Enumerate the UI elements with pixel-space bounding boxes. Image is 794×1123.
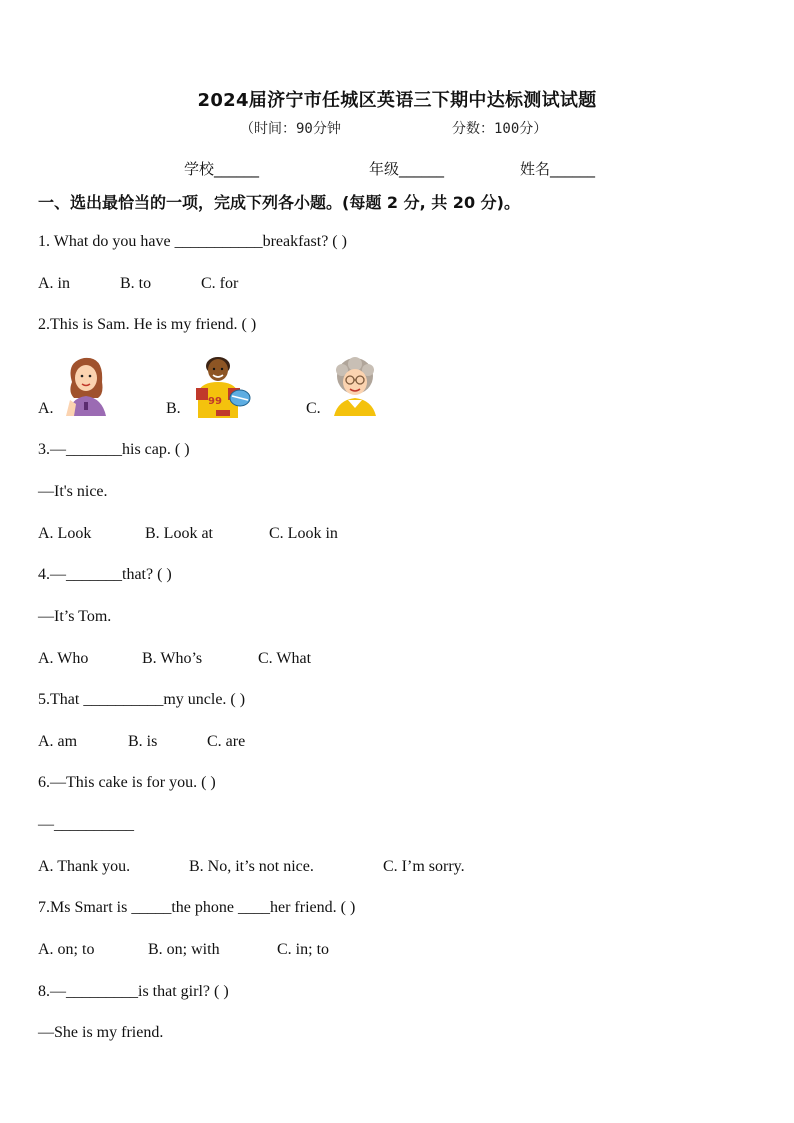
q2-option-b: B. — [166, 400, 181, 417]
question-5: 5.That __________my uncle. ( ) — [38, 691, 246, 708]
q6-option-a: A. Thank you. — [38, 858, 131, 875]
question-1: 1. What do you have ___________breakfast? ( ) — [38, 233, 347, 250]
section-heading: 一、选出最恰当的一项，完成下列各小题。(每题 2 分, 共 20 分)。 — [38, 193, 520, 212]
q3-option-c: C. Look in — [269, 525, 338, 542]
boy-picture — [192, 352, 258, 418]
name-field: 姓名______ — [520, 160, 596, 178]
q2-option-c: C. — [306, 400, 321, 417]
q5-option-a: A. am — [38, 733, 78, 750]
q7-option-a: A. on; to — [38, 941, 95, 958]
question-6-reply: —__________ — [38, 816, 134, 833]
q3-option-a: A. Look — [38, 525, 92, 542]
question-6: 6.—This cake is for you. ( ) — [38, 774, 216, 791]
question-3-reply: —It's nice. — [38, 483, 108, 500]
q5-option-b: B. is — [128, 733, 158, 750]
page-title: 2024届济宁市任城区英语三下期中达标测试试题 — [197, 90, 597, 111]
q7-option-c: C. in; to — [277, 941, 330, 958]
question-8-reply: —She is my friend. — [38, 1024, 164, 1041]
q4-option-b: B. Who’s — [142, 650, 203, 667]
grandma-picture — [330, 356, 380, 416]
question-2: 2.This is Sam. He is my friend. ( ) — [38, 316, 257, 333]
exam-score: 分数：100分） — [452, 121, 548, 137]
q3-option-b: B. Look at — [145, 525, 213, 542]
girl-picture — [62, 354, 110, 416]
question-4: 4.—_______that? ( ) — [38, 566, 172, 583]
q4-option-a: A. Who — [38, 650, 89, 667]
svg-text:99: 99 — [208, 396, 222, 407]
question-7: 7.Ms Smart is _____the phone ____her friend. ( ) — [38, 899, 356, 916]
q6-option-c: C. I’m sorry. — [383, 858, 465, 875]
grade-field: 年级______ — [369, 160, 445, 178]
question-3: 3.—_______his cap. ( ) — [38, 441, 190, 458]
school-field: 学校______ — [184, 160, 260, 178]
question-8: 8.—_________is that girl? ( ) — [38, 983, 229, 1000]
exam-time: （时间：90分钟 — [240, 121, 341, 137]
q1-option-a: A. in — [38, 275, 70, 292]
q1-option-b: B. to — [120, 275, 152, 292]
q4-option-c: C. What — [258, 650, 312, 667]
q6-option-b: B. No, it’s not nice. — [189, 858, 314, 875]
q7-option-b: B. on; with — [148, 941, 220, 958]
q5-option-c: C. are — [207, 733, 246, 750]
q2-option-a: A. — [38, 400, 54, 417]
question-4-reply: —It’s Tom. — [38, 608, 112, 625]
q1-option-c: C. for — [201, 275, 239, 292]
